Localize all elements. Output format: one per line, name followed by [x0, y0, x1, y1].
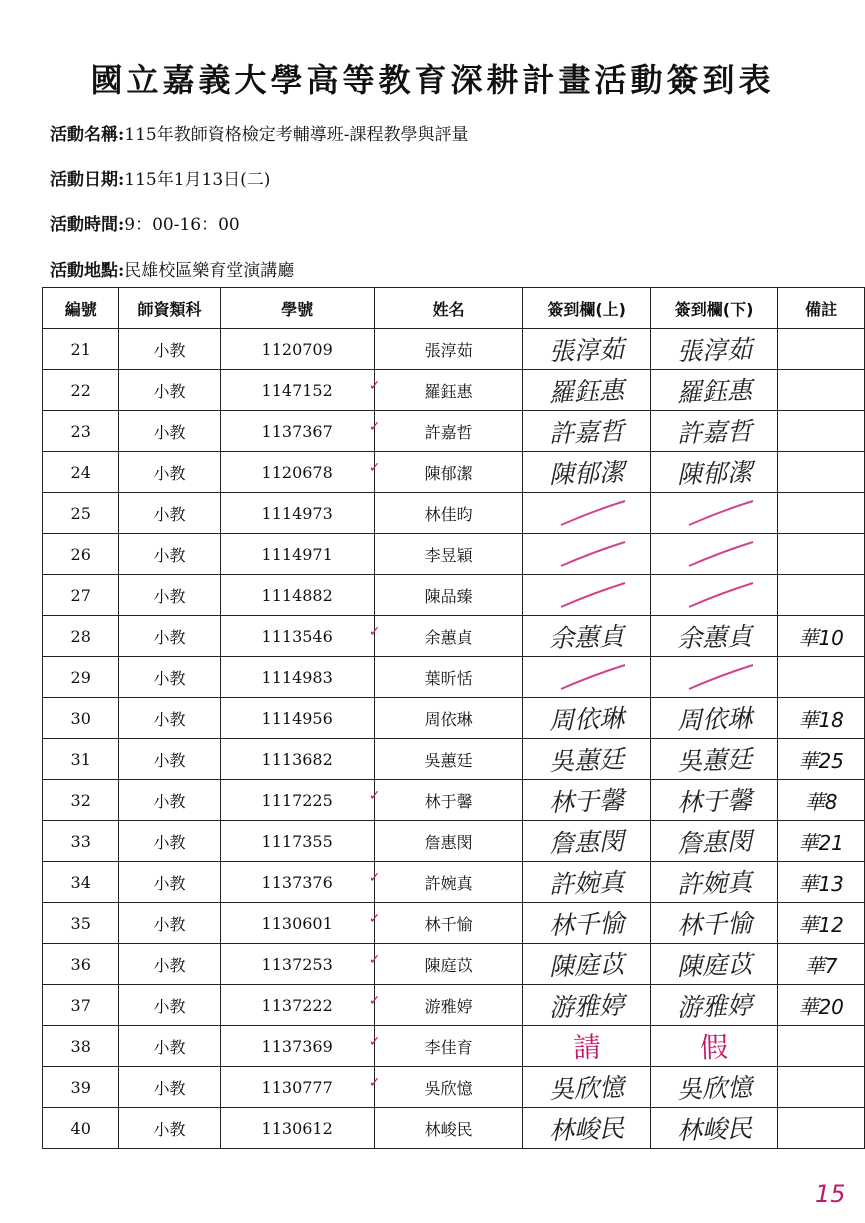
cell-name	[374, 493, 523, 534]
cell-signature-pm	[650, 370, 777, 411]
signature-pm: 陳郁潔	[676, 457, 753, 490]
cell-name	[368, 1026, 523, 1067]
table-row	[43, 452, 865, 493]
table-row	[43, 1026, 865, 1067]
cell-note	[778, 493, 865, 534]
signature-pm: 陳庭苡	[676, 949, 753, 982]
signature-am: 張淳茹	[548, 334, 625, 367]
cell-signature-am	[523, 575, 650, 616]
pink-slash-mark	[553, 579, 633, 611]
cell-name	[374, 657, 523, 698]
note-text: 華21	[798, 830, 844, 855]
cell-signature-pm	[650, 903, 777, 944]
table-row	[43, 698, 865, 739]
cell-signature-am	[523, 903, 650, 944]
cell-signature-am	[523, 534, 650, 575]
cell-number: 21	[43, 329, 119, 370]
cell-category: 小教	[119, 944, 220, 985]
cell-signature-am	[523, 657, 650, 698]
cell-number: 35	[43, 903, 119, 944]
cell-name	[368, 944, 523, 985]
cell-signature-pm	[650, 534, 777, 575]
cell-signature-am	[523, 944, 650, 985]
table-row	[43, 780, 865, 821]
name-text: 詹惠閔	[424, 832, 473, 852]
cell-note	[778, 985, 865, 1026]
signature-am: 羅鈺惠	[548, 375, 625, 408]
note-text: 華18	[798, 707, 844, 732]
cell-number: 33	[43, 821, 119, 862]
signature-pm: 余蕙貞	[676, 621, 753, 654]
cell-signature-pm	[650, 493, 777, 534]
name-text: 游雅婷	[424, 996, 473, 1016]
pink-slash-mark	[681, 538, 761, 570]
cell-number: 39	[43, 1067, 119, 1108]
cell-signature-pm	[650, 780, 777, 821]
name-text: 張淳茹	[424, 340, 473, 360]
table-row	[43, 903, 865, 944]
table-body	[43, 329, 865, 1149]
table-row	[43, 1108, 865, 1149]
table-row	[43, 1067, 865, 1108]
cell-signature-am	[523, 862, 650, 903]
cell-name	[368, 780, 523, 821]
cell-number: 36	[43, 944, 119, 985]
cell-category: 小教	[119, 616, 220, 657]
cell-category: 小教	[119, 903, 220, 944]
cell-student-id: 1113682	[220, 739, 374, 780]
check-mark-icon: ✓	[368, 1075, 381, 1091]
check-mark-icon: ✓	[368, 460, 381, 476]
cell-category: 小教	[119, 575, 220, 616]
cell-signature-am	[523, 985, 650, 1026]
cell-student-id: 1130777	[220, 1067, 374, 1108]
cell-signature-pm	[650, 329, 777, 370]
activity-place	[50, 256, 294, 281]
activity-date-label: 活動日期:	[50, 170, 125, 190]
sign-in-table	[42, 287, 865, 1149]
cell-student-id: 1114973	[220, 493, 374, 534]
pink-slash-mark	[681, 579, 761, 611]
signature-am: 請	[572, 1030, 602, 1065]
cell-student-id: 1137376	[220, 862, 374, 903]
table-row	[43, 329, 865, 370]
cell-signature-pm	[650, 657, 777, 698]
cell-student-id: 1130601	[220, 903, 374, 944]
cell-number: 23	[43, 411, 119, 452]
signature-pm: 假	[699, 1030, 729, 1065]
signature-pm: 林千愉	[676, 908, 753, 941]
check-mark-icon: ✓	[368, 419, 381, 435]
signature-am: 游雅婷	[548, 990, 625, 1023]
name-text: 李佳育	[424, 1037, 473, 1057]
col-header-number: 編號	[43, 288, 119, 329]
cell-category: 小教	[119, 1026, 220, 1067]
col-header-signin-pm: 簽到欄(下)	[650, 288, 777, 329]
cell-signature-am	[523, 616, 650, 657]
activity-date	[50, 165, 270, 190]
cell-name	[368, 452, 523, 493]
signature-am: 陳庭苡	[548, 949, 625, 982]
table-row	[43, 370, 865, 411]
cell-category: 小教	[119, 493, 220, 534]
signature-am: 許婉真	[548, 867, 625, 900]
cell-note	[778, 1067, 865, 1108]
note-text: 華20	[798, 994, 844, 1019]
cell-student-id: 1120709	[220, 329, 374, 370]
name-text: 林峻民	[424, 1119, 473, 1139]
name-text: 吳欣憶	[424, 1078, 473, 1098]
cell-number: 32	[43, 780, 119, 821]
name-text: 許婉真	[424, 873, 473, 893]
check-mark-icon: ✓	[368, 624, 381, 640]
cell-signature-pm	[650, 1108, 777, 1149]
cell-category: 小教	[119, 821, 220, 862]
check-mark-icon: ✓	[368, 788, 381, 804]
cell-number: 24	[43, 452, 119, 493]
table-row	[43, 862, 865, 903]
signature-pm: 周依琳	[676, 703, 753, 736]
signature-pm: 林峻民	[676, 1113, 753, 1146]
signature-am: 周依琳	[548, 703, 625, 736]
cell-student-id: 1137369	[220, 1026, 374, 1067]
cell-number: 30	[43, 698, 119, 739]
cell-signature-am	[523, 739, 650, 780]
activity-place-value: 民雄校區樂育堂演講廳	[124, 261, 295, 281]
cell-signature-am	[523, 1026, 650, 1067]
page-number: 15	[815, 1180, 846, 1208]
table-row	[43, 985, 865, 1026]
cell-signature-pm	[650, 985, 777, 1026]
cell-signature-pm	[650, 411, 777, 452]
cell-signature-pm	[650, 739, 777, 780]
cell-note	[778, 698, 865, 739]
cell-signature-pm	[650, 575, 777, 616]
cell-category: 小教	[119, 657, 220, 698]
cell-note	[778, 944, 865, 985]
cell-category: 小教	[119, 370, 220, 411]
signature-am: 林千愉	[548, 908, 625, 941]
cell-name	[368, 616, 523, 657]
cell-note	[778, 739, 865, 780]
cell-number: 38	[43, 1026, 119, 1067]
cell-category: 小教	[119, 862, 220, 903]
pink-slash-mark	[553, 538, 633, 570]
cell-category: 小教	[119, 1067, 220, 1108]
note-text: 華8	[804, 789, 838, 814]
cell-note	[778, 780, 865, 821]
cell-student-id: 1113546	[220, 616, 374, 657]
check-mark-icon: ✓	[368, 911, 381, 927]
signature-am: 林于馨	[548, 785, 625, 818]
cell-number: 29	[43, 657, 119, 698]
name-text: 葉昕恬	[424, 668, 473, 688]
signature-pm: 吳蕙廷	[676, 744, 753, 777]
cell-name	[374, 329, 523, 370]
name-text: 余蕙貞	[424, 627, 473, 647]
note-text: 華12	[798, 912, 844, 937]
pink-slash-mark	[553, 497, 633, 529]
cell-signature-am	[523, 452, 650, 493]
cell-student-id: 1117355	[220, 821, 374, 862]
cell-student-id: 1114956	[220, 698, 374, 739]
cell-name	[374, 575, 523, 616]
cell-number: 22	[43, 370, 119, 411]
check-mark-icon: ✓	[368, 378, 381, 394]
table-row	[43, 657, 865, 698]
cell-note	[778, 862, 865, 903]
cell-category: 小教	[119, 534, 220, 575]
name-text: 林佳昀	[424, 504, 473, 524]
page-title: 國立嘉義大學高等教育深耕計畫活動簽到表	[90, 61, 775, 99]
cell-note	[778, 903, 865, 944]
cell-note	[778, 657, 865, 698]
cell-signature-pm	[650, 944, 777, 985]
activity-time-label: 活動時間:	[50, 215, 125, 235]
signature-pm: 羅鈺惠	[676, 375, 753, 408]
cell-signature-pm	[650, 616, 777, 657]
cell-note	[778, 370, 865, 411]
note-text: 華10	[798, 625, 844, 650]
check-mark-icon: ✓	[368, 870, 381, 886]
cell-student-id: 1130612	[220, 1108, 374, 1149]
cell-category: 小教	[119, 985, 220, 1026]
note-text: 華13	[798, 871, 844, 896]
cell-student-id: 1114882	[220, 575, 374, 616]
cell-signature-am	[523, 1067, 650, 1108]
activity-name-value: 115年教師資格檢定考輔導班-課程教學與評量	[124, 125, 469, 145]
note-text: 華7	[804, 953, 838, 978]
signature-pm: 許婉真	[676, 867, 753, 900]
col-header-category: 師資類科	[119, 288, 220, 329]
cell-student-id: 1137367	[220, 411, 374, 452]
cell-number: 34	[43, 862, 119, 903]
cell-note	[778, 452, 865, 493]
cell-student-id: 1147152	[220, 370, 374, 411]
cell-signature-pm	[650, 1026, 777, 1067]
cell-note	[778, 534, 865, 575]
name-text: 吳蕙廷	[424, 750, 473, 770]
cell-signature-am	[523, 329, 650, 370]
cell-signature-am	[523, 493, 650, 534]
cell-name	[374, 534, 523, 575]
cell-signature-am	[523, 698, 650, 739]
cell-student-id: 1114983	[220, 657, 374, 698]
cell-number: 28	[43, 616, 119, 657]
cell-note	[778, 1026, 865, 1067]
table-row	[43, 944, 865, 985]
cell-number: 31	[43, 739, 119, 780]
cell-name	[368, 985, 523, 1026]
cell-signature-am	[523, 780, 650, 821]
table-row	[43, 534, 865, 575]
signature-am: 陳郁潔	[548, 457, 625, 490]
name-text: 周依琳	[424, 709, 473, 729]
cell-category: 小教	[119, 329, 220, 370]
pink-slash-mark	[681, 661, 761, 693]
cell-signature-pm	[650, 698, 777, 739]
col-header-name: 姓名	[374, 288, 523, 329]
check-mark-icon: ✓	[368, 952, 381, 968]
cell-signature-pm	[650, 1067, 777, 1108]
cell-signature-am	[523, 1108, 650, 1149]
cell-number: 27	[43, 575, 119, 616]
name-text: 林千愉	[424, 914, 473, 934]
cell-name	[374, 739, 523, 780]
signature-am: 吳蕙廷	[548, 744, 625, 777]
cell-student-id: 1114971	[220, 534, 374, 575]
activity-date-value: 115年1月13日(二)	[124, 170, 271, 190]
cell-name	[368, 862, 523, 903]
table-row	[43, 411, 865, 452]
cell-name	[374, 1108, 523, 1149]
cell-number: 26	[43, 534, 119, 575]
cell-note	[778, 575, 865, 616]
cell-signature-am	[523, 370, 650, 411]
pink-slash-mark	[681, 497, 761, 529]
name-text: 陳郁潔	[424, 463, 473, 483]
cell-note	[778, 1108, 865, 1149]
signature-am: 吳欣憶	[548, 1072, 625, 1105]
cell-category: 小教	[119, 698, 220, 739]
cell-number: 25	[43, 493, 119, 534]
cell-name	[368, 903, 523, 944]
name-text: 羅鈺惠	[424, 381, 473, 401]
cell-signature-pm	[650, 452, 777, 493]
cell-category: 小教	[119, 739, 220, 780]
pink-slash-mark	[553, 661, 633, 693]
activity-time	[50, 210, 240, 235]
table-header-row	[43, 288, 865, 329]
activity-name	[50, 120, 468, 145]
cell-name	[374, 698, 523, 739]
cell-student-id: 1120678	[220, 452, 374, 493]
cell-student-id: 1137222	[220, 985, 374, 1026]
signature-am: 許嘉哲	[548, 416, 625, 449]
signature-pm: 詹惠閔	[676, 826, 753, 859]
cell-signature-pm	[650, 821, 777, 862]
name-text: 李昱穎	[424, 545, 473, 565]
signature-pm: 張淳茹	[676, 334, 753, 367]
cell-category: 小教	[119, 780, 220, 821]
cell-category: 小教	[119, 411, 220, 452]
signature-pm: 許嘉哲	[676, 416, 753, 449]
cell-note	[778, 411, 865, 452]
cell-category: 小教	[119, 1108, 220, 1149]
col-header-note: 備註	[778, 288, 865, 329]
cell-name	[368, 1067, 523, 1108]
signature-am: 林峻民	[548, 1113, 625, 1146]
col-header-student-id: 學號	[220, 288, 374, 329]
cell-note	[778, 329, 865, 370]
cell-name	[368, 411, 523, 452]
col-header-signin-am: 簽到欄(上)	[523, 288, 650, 329]
signature-pm: 游雅婷	[676, 990, 753, 1023]
cell-note	[778, 616, 865, 657]
cell-student-id: 1137253	[220, 944, 374, 985]
table-row	[43, 739, 865, 780]
cell-name	[368, 370, 523, 411]
check-mark-icon: ✓	[368, 1034, 381, 1050]
check-mark-icon: ✓	[368, 993, 381, 1009]
cell-number: 40	[43, 1108, 119, 1149]
activity-place-label: 活動地點:	[50, 261, 125, 281]
signature-pm: 林于馨	[676, 785, 753, 818]
cell-category: 小教	[119, 452, 220, 493]
cell-signature-pm	[650, 862, 777, 903]
table-row	[43, 616, 865, 657]
name-text: 陳品臻	[424, 586, 473, 606]
name-text: 陳庭苡	[424, 955, 473, 975]
cell-signature-am	[523, 821, 650, 862]
note-text: 華25	[798, 748, 844, 773]
table-row	[43, 575, 865, 616]
signature-am: 余蕙貞	[548, 621, 625, 654]
signature-am: 詹惠閔	[548, 826, 625, 859]
cell-number: 37	[43, 985, 119, 1026]
table-row	[43, 821, 865, 862]
cell-student-id: 1117225	[220, 780, 374, 821]
table-row	[43, 493, 865, 534]
activity-time-value: 9：00-16：00	[124, 215, 240, 235]
signature-pm: 吳欣憶	[676, 1072, 753, 1105]
name-text: 許嘉哲	[424, 422, 473, 442]
cell-signature-am	[523, 411, 650, 452]
activity-name-label: 活動名稱:	[50, 125, 125, 145]
cell-name	[374, 821, 523, 862]
cell-note	[778, 821, 865, 862]
name-text: 林于馨	[424, 791, 473, 811]
